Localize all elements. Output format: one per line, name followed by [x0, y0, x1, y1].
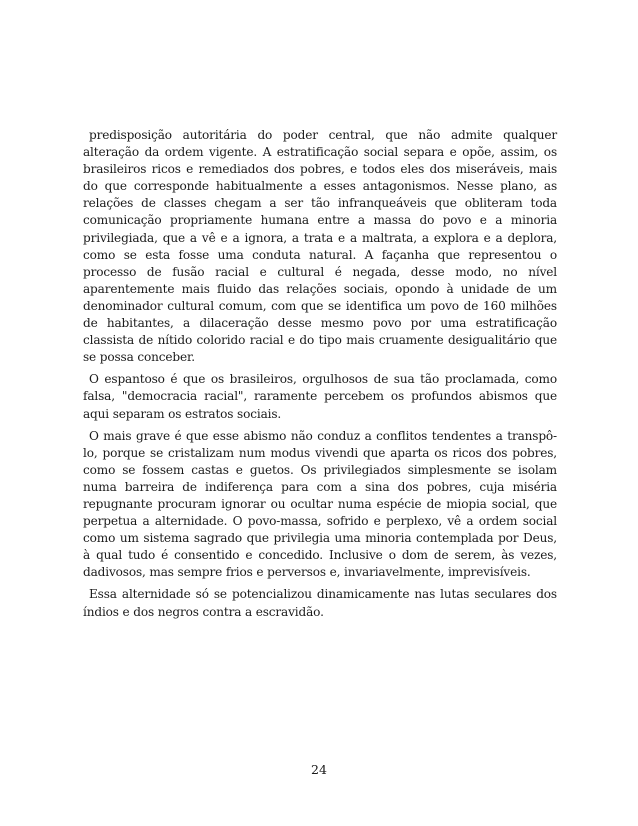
paragraph-2: O espantoso é que os brasileiros, orgulhosos de sua tão proclamada, como falsa, "democracia racial", raramente percebem os profundos abismos que aqui separam os estratos sociais. — [83, 372, 557, 421]
paragraph-3: O mais grave é que esse abismo não conduz a conflitos tendentes a transpô-lo, porque se cristalizam num modus vivendi que aparta os ricos dos pobres, como se fossem castas e guetos. Os privilegiados simplesmente se isolam numa barreira de indiferença para com a sina dos pobres, cuja miséria repugnante procuram ignorar ou ocultar numa espécie de miopia social, que perpetua a alternidade. O povo-massa, sofrido e perplexo, vê a ordem social como um sistema sagrado que privilegia uma minoria contemplada por Deus, à qual tudo é consentido e concedido. Inclusive o dom de serem, às vezes, dadivosos, mas sempre frios e perversos e, invariavelmente, imprevisíveis. — [83, 428, 557, 580]
page-number: 24 — [311, 762, 327, 777]
body-text — [83, 127, 557, 626]
paragraph-4: Essa alternidade só se potencializou dinamicamente nas lutas seculares dos índios e dos negros contra a escravidão. — [83, 587, 557, 619]
paragraph-1: predisposição autoritária do poder central, que não admite qualquer alteração da ordem vigente. A estratificação social separa e opõe, assim, os brasileiros ricos e remediados dos pobres, e todos eles dos miseráveis, mais do que corresponde habitualmente a esses antagonismos. Nesse plano, as relações de classes chegam a ser tão infranqueáveis que obliteram toda comunicação propriamente humana entre a massa do povo e a minoria privilegiada, que a vê e a ignora, a trata e a maltrata, a explora e a deplora, como se esta fosse uma conduta natural. A façanha que representou o processo de fusão racial e cultural é negada, desse modo, no nível aparentemente mais fluido das relações sociais, opondo à unidade de um denominador cultural comum, com que se identifica um povo de 160 milhões de habitantes, a dilaceração desse mesmo povo por uma estratificação classista de nítido colorido racial e do tipo mais cruamente desigualitário que se possa conceber. — [83, 128, 557, 365]
